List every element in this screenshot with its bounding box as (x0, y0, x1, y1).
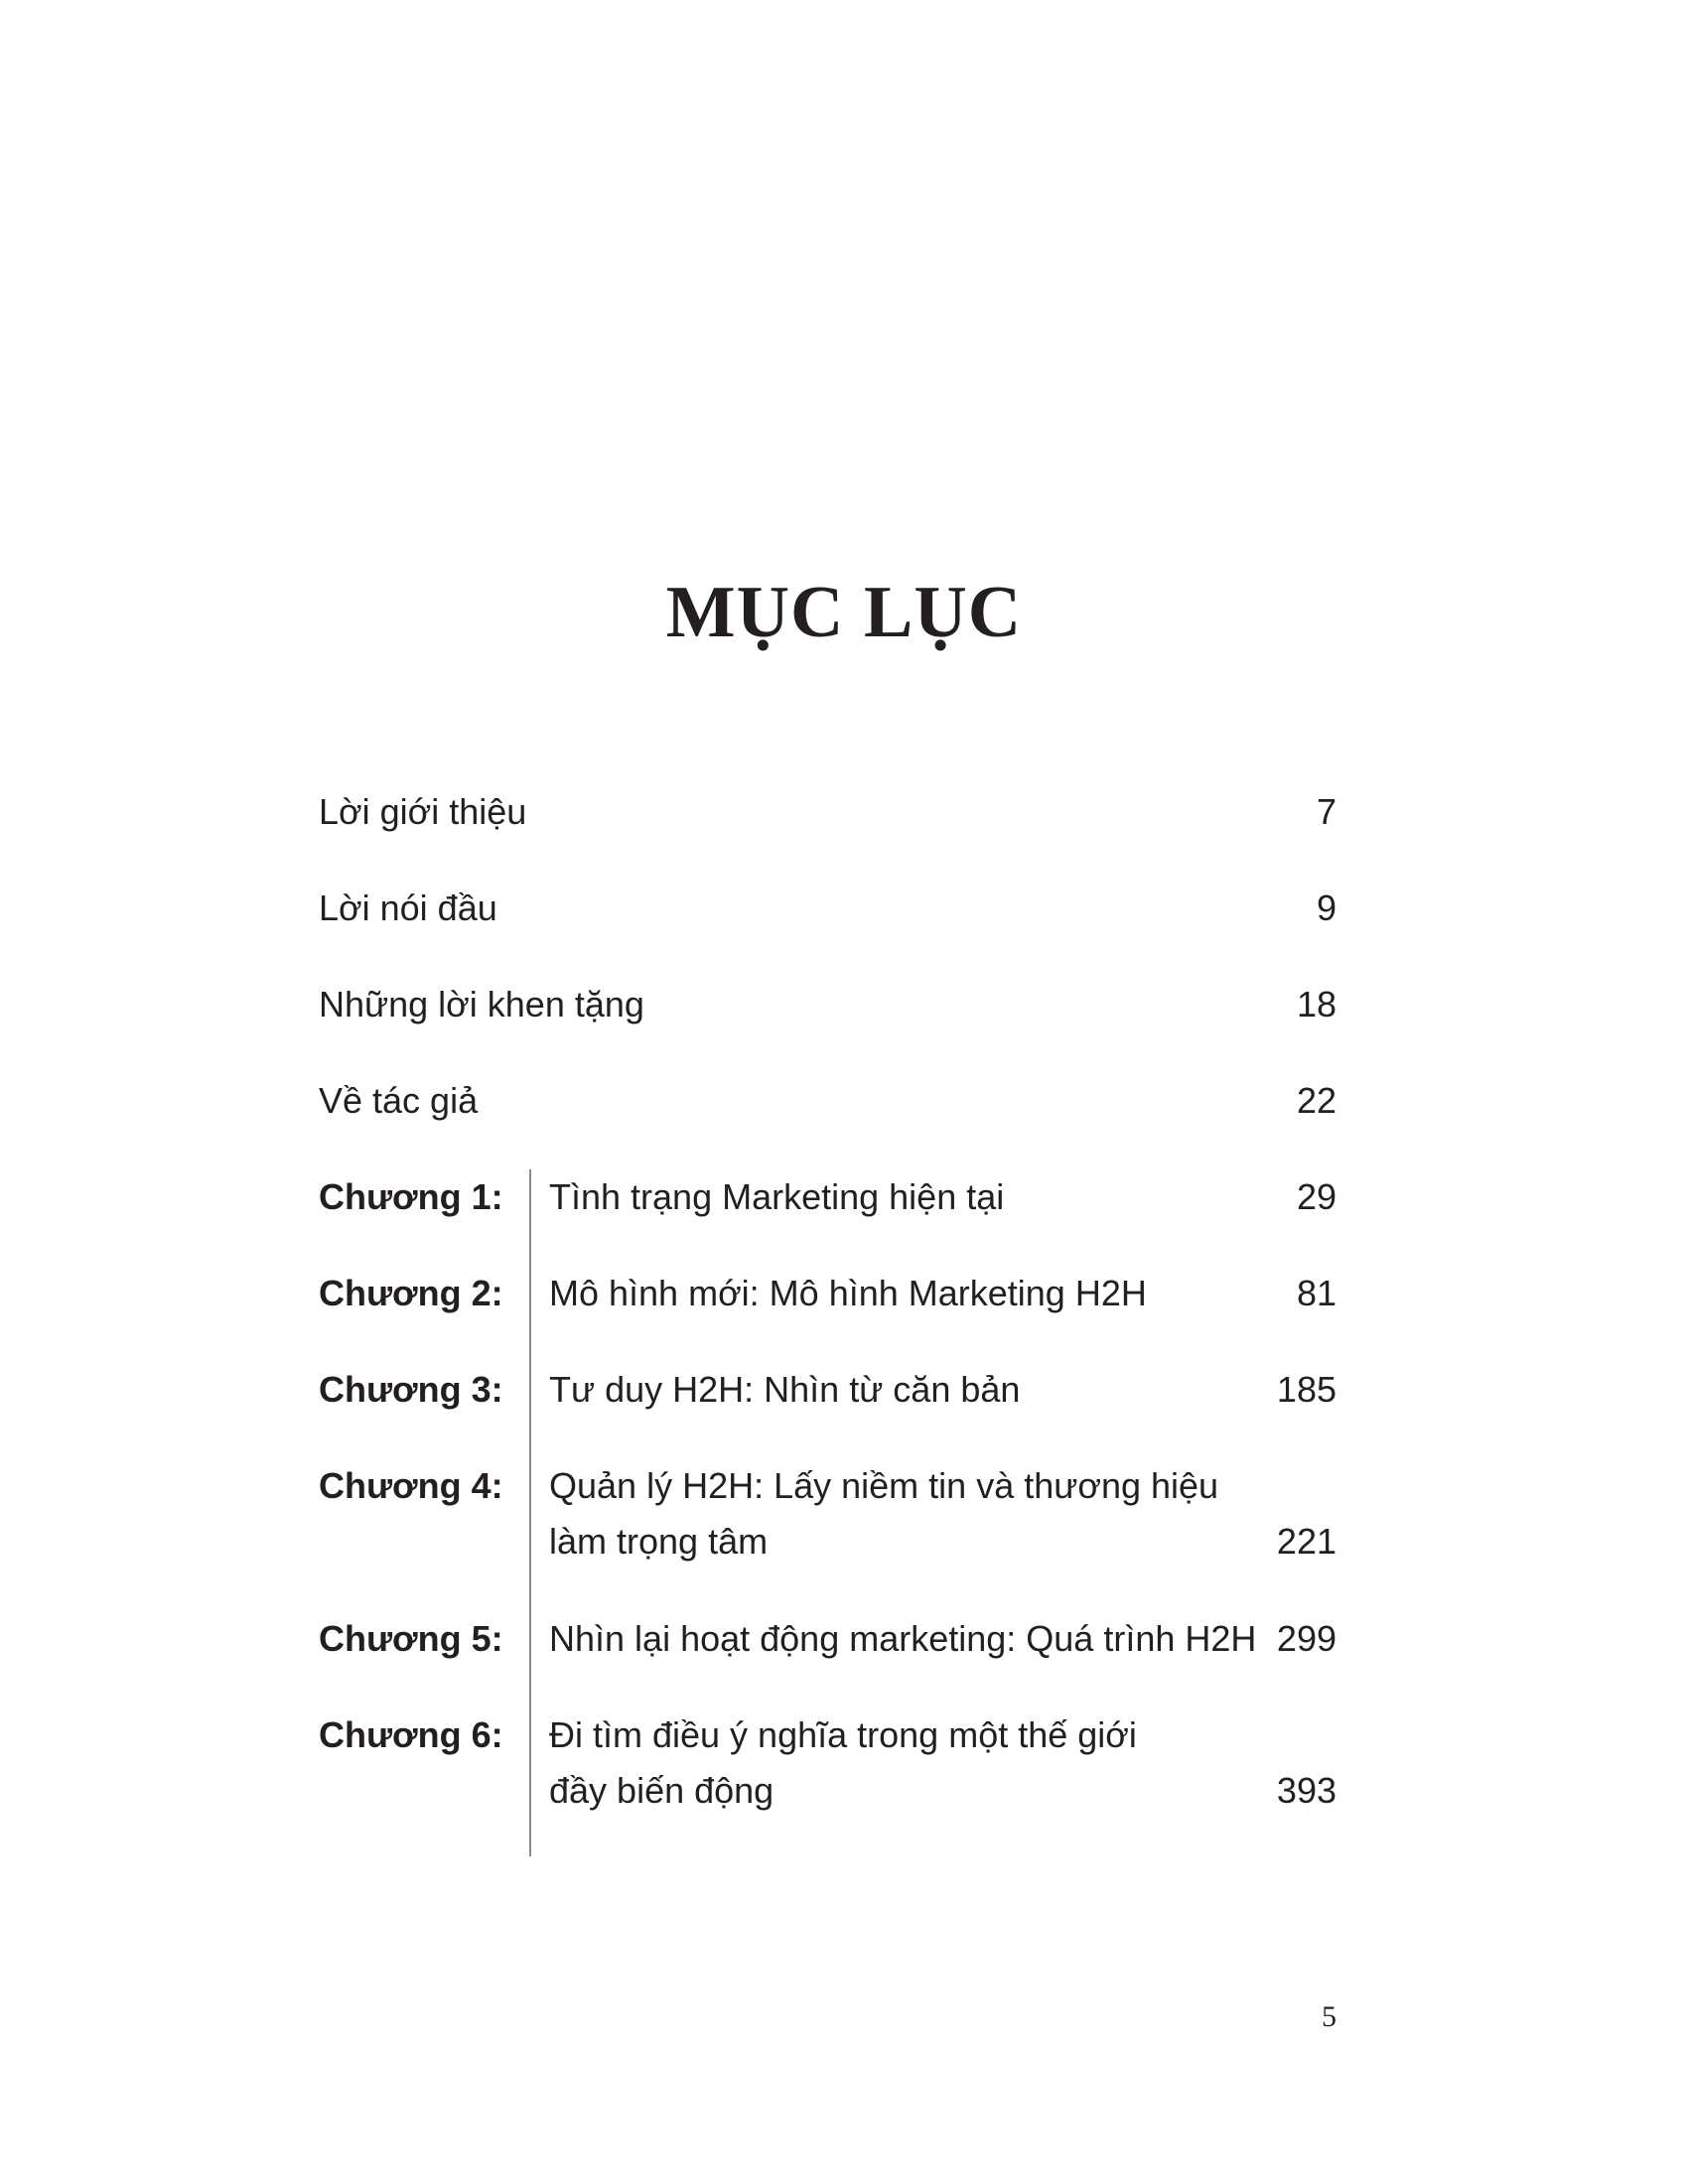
toc-entry-about-author[interactable] (319, 1073, 1336, 1129)
chapter-title-line: đầy biến động (549, 1770, 774, 1811)
toc-entry-introduction[interactable] (319, 784, 1336, 840)
toc-page-number: 81 (1296, 1273, 1336, 1313)
toc-entry-chapter-4[interactable] (319, 1458, 1336, 1562)
chapter-title-line: Nhìn lại hoạt động marketing: Quá trình H2H (549, 1618, 1257, 1659)
chapter-title-line: Tư duy H2H: Nhìn từ căn bản (549, 1369, 1021, 1410)
toc-entry-praise[interactable] (319, 977, 1336, 1032)
toc-entry-label: Về tác giả (319, 1080, 479, 1121)
chapter-label: Chương 5: (319, 1618, 503, 1659)
toc-page-number: 29 (1296, 1176, 1336, 1217)
chapter-title-line: làm trọng tâm (549, 1521, 769, 1562)
toc-entry-chapter-3[interactable] (319, 1362, 1336, 1418)
chapter-title-line: Quản lý H2H: Lấy niềm tin và thương hiệu (549, 1465, 1219, 1506)
chapter-title (549, 1169, 1264, 1225)
toc-entry-label: Lời giới thiệu (319, 791, 527, 832)
page-number-footer: 5 (1322, 2000, 1336, 2033)
toc-page-number: 9 (1316, 887, 1336, 928)
toc-entry-chapter-1[interactable] (319, 1169, 1336, 1225)
chapter-title-line: Đi tìm điều ý nghĩa trong một thế giới (549, 1714, 1137, 1755)
chapter-title-line: Mô hình mới: Mô hình Marketing H2H (549, 1273, 1147, 1313)
toc-entry-preface[interactable] (319, 881, 1336, 936)
chapter-label: Chương 3: (319, 1369, 503, 1410)
chapter-title-line: Tình trạng Marketing hiện tại (549, 1176, 1005, 1217)
page-title: MỤC LỤC (665, 572, 1023, 653)
chapter-title (549, 1362, 1264, 1418)
toc-entry-chapter-2[interactable] (319, 1266, 1336, 1321)
chapter-label: Chương 6: (319, 1714, 503, 1755)
chapter-label: Chương 2: (319, 1273, 503, 1313)
toc-page-number: 18 (1296, 984, 1336, 1024)
toc-entry-chapter-6[interactable] (319, 1707, 1336, 1811)
toc-page-number: 185 (1276, 1369, 1336, 1410)
toc-page-number: 7 (1316, 791, 1336, 832)
toc-page-number: 221 (1276, 1521, 1336, 1562)
chapter-title (549, 1611, 1264, 1667)
toc-page-number: 22 (1296, 1080, 1336, 1121)
toc-page-number: 393 (1276, 1770, 1336, 1811)
chapter-label: Chương 4: (319, 1465, 503, 1506)
toc-page-number: 299 (1276, 1618, 1336, 1659)
toc-entry-label: Lời nói đầu (319, 887, 497, 928)
chapter-title (549, 1458, 1264, 1570)
chapter-label: Chương 1: (319, 1176, 503, 1217)
toc-entry-label: Những lời khen tặng (319, 984, 644, 1024)
toc-entry-chapter-5[interactable] (319, 1611, 1336, 1667)
chapter-title (549, 1707, 1264, 1819)
chapter-title (549, 1266, 1264, 1321)
